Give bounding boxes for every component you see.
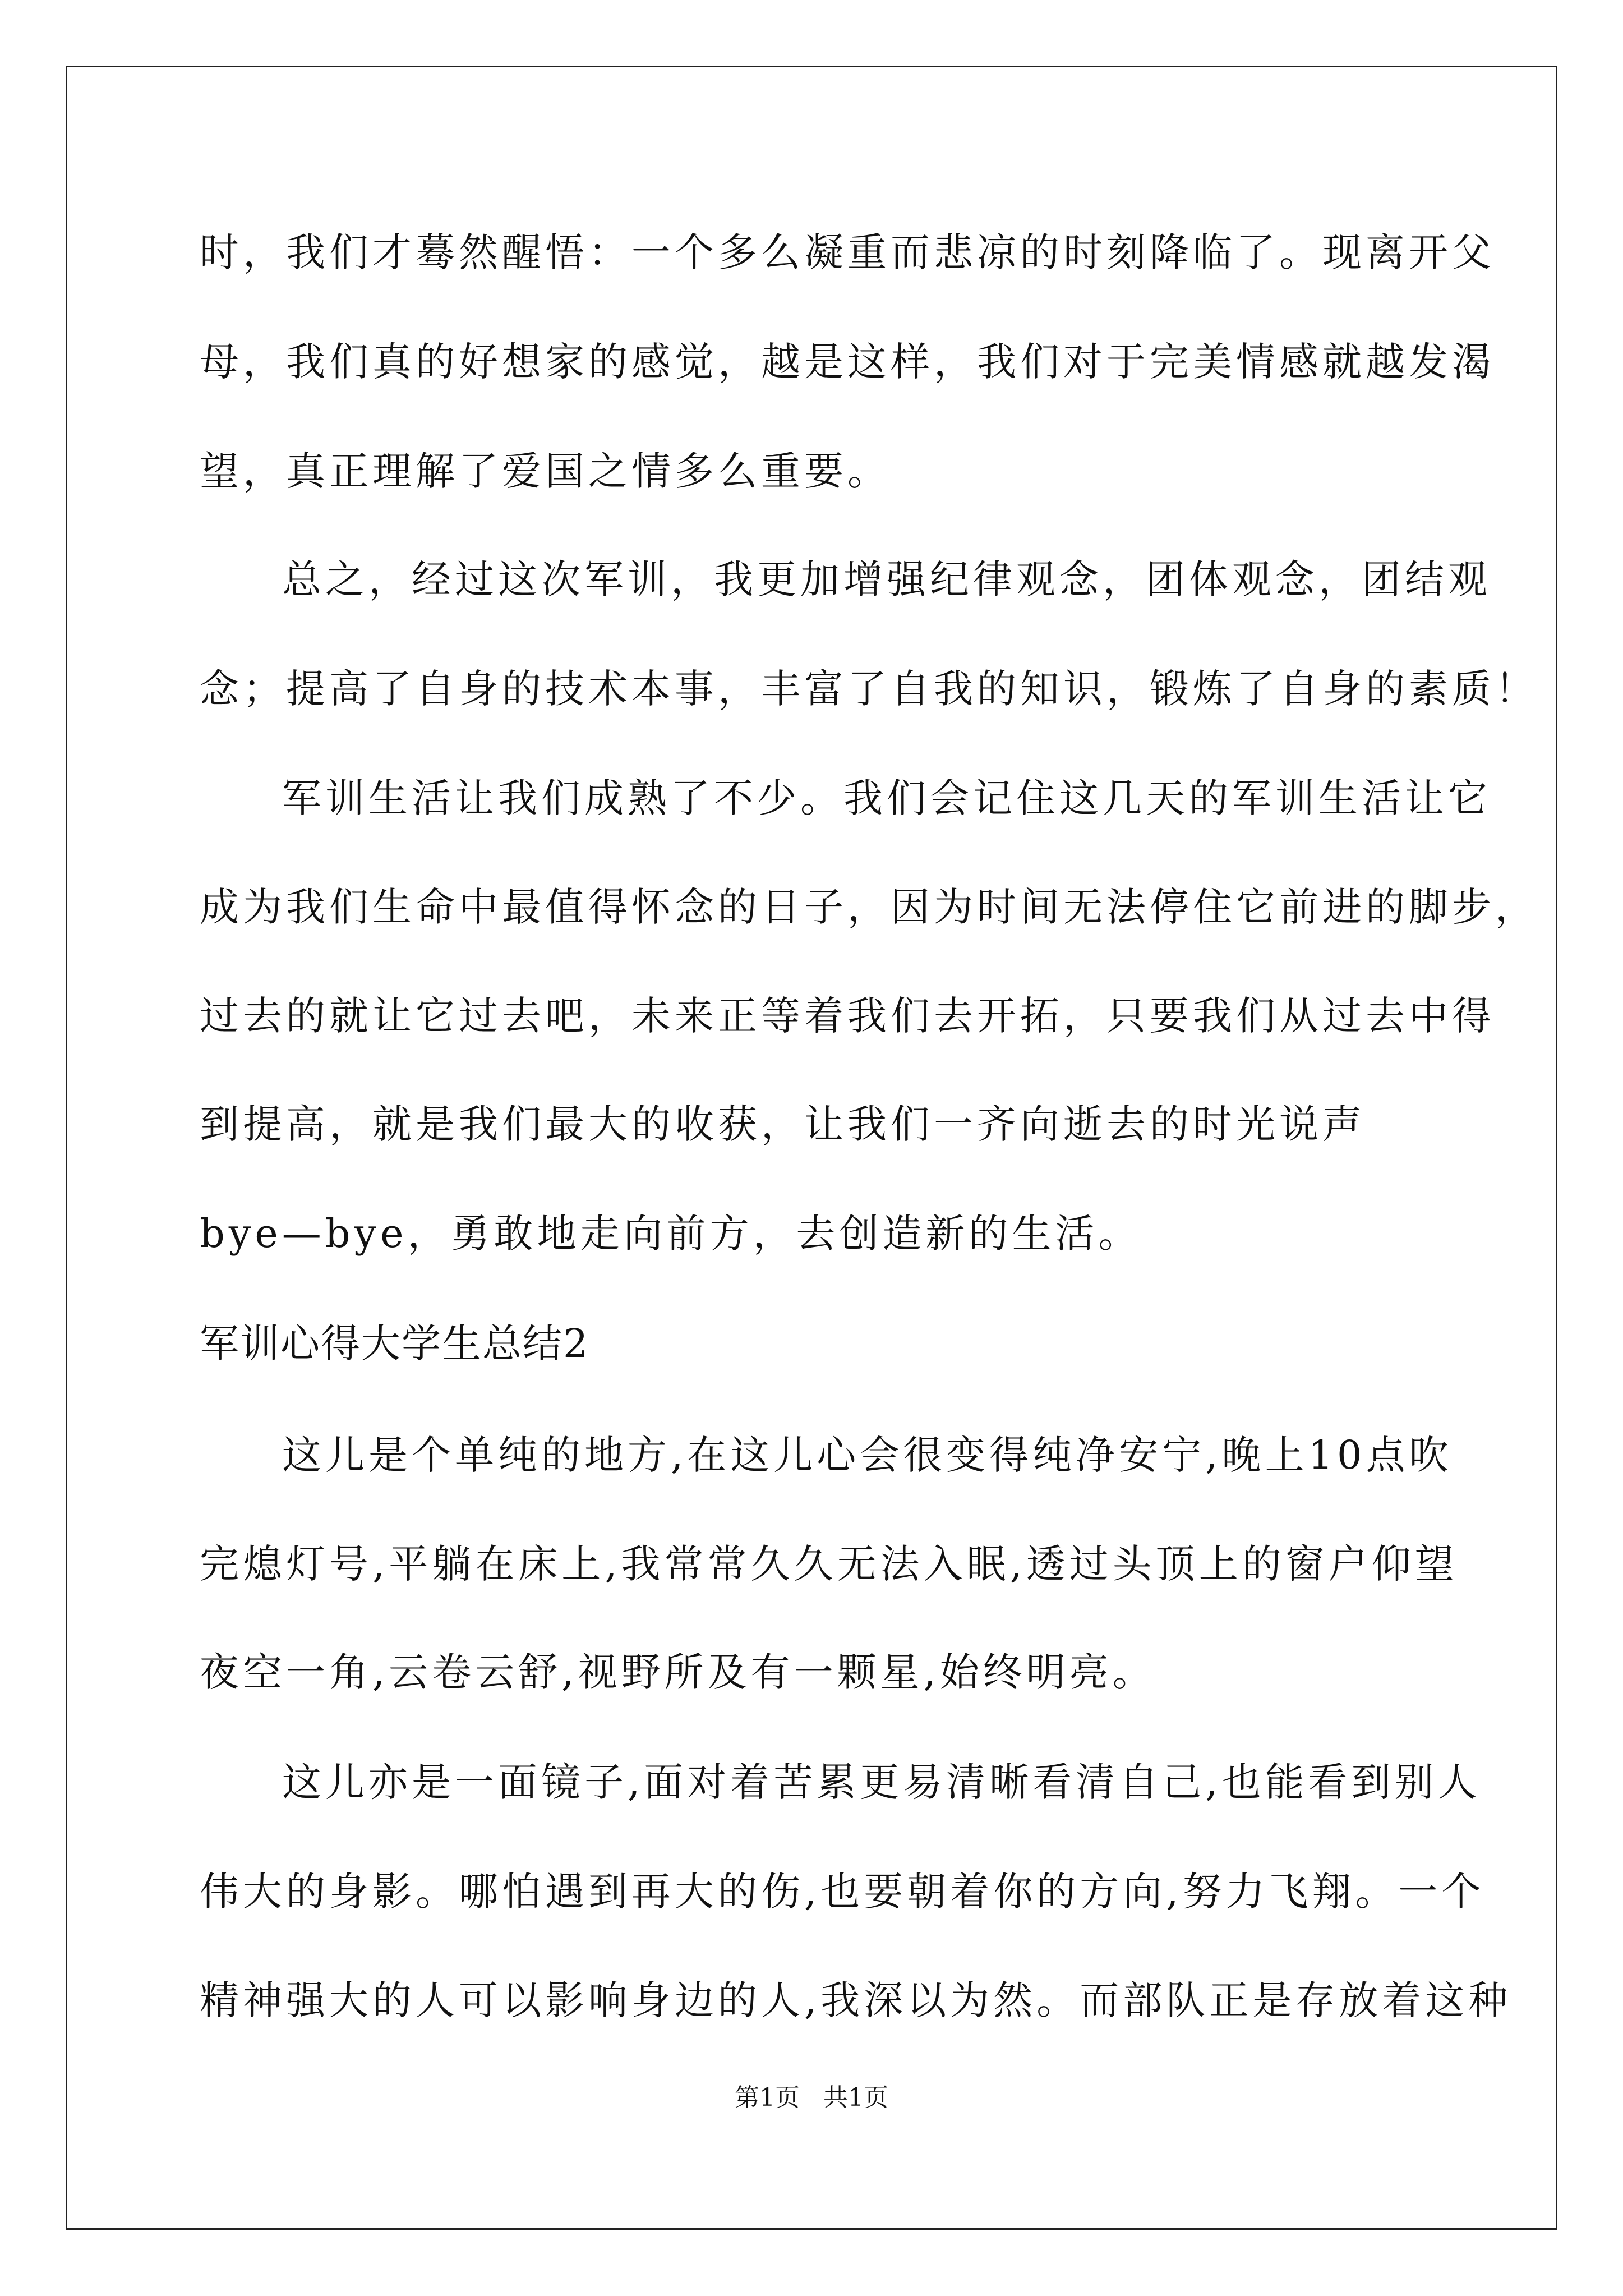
paragraph-start-line: 军训生活让我们成熟了不少。我们会记住这几天的军训生活让它	[282, 775, 1491, 821]
text-line: 伟大的身影。哪怕遇到再大的伤,也要朝着你的方向,努力飞翔。一个	[200, 1869, 1485, 1915]
text-line: 母，我们真的好想家的感觉，越是这样，我们对于完美情感就越发渴	[200, 339, 1495, 385]
text-line: 望，真正理解了爱国之情多么重要。	[200, 448, 891, 494]
page-number-footer: 第1页 共1页	[735, 2083, 888, 2112]
text-line: 过去的就让它过去吧，未来正等着我们去开拓，只要我们从过去中得	[200, 993, 1495, 1039]
text-line: 精神强大的人可以影响身边的人,我深以为然。而部队正是存放着这种	[200, 1977, 1512, 2023]
text-line: 成为我们生命中最值得怀念的日子，因为时间无法停住它前进的脚步，	[200, 884, 1538, 930]
text-line: 夜空一角,云卷云舒,视野所及有一颗星,始终明亮。	[200, 1649, 1156, 1695]
text-line: bye—bye，勇敢地走向前方，去创造新的生活。	[200, 1211, 1142, 1257]
text-line: 到提高，就是我们最大的收获，让我们一齐向逝去的时光说声	[200, 1101, 1366, 1147]
paragraph-start-line: 总之，经过这次军训，我更加增强纪律观念，团体观念，团结观	[282, 556, 1491, 602]
text-line: 时，我们才蓦然醒悟：一个多么凝重而悲凉的时刻降临了。现离开父	[200, 229, 1495, 275]
text-line: 完熄灯号,平躺在床上,我常常久久无法入眠,透过头顶上的窗户仰望	[200, 1541, 1458, 1587]
text-line: 念；提高了自身的技术本事，丰富了自我的知识，锻炼了自身的素质！	[200, 666, 1538, 712]
section-heading: 军训心得大学生总结2	[200, 1320, 589, 1366]
paragraph-start-line: 这儿亦是一面镜子,面对着苦累更易清晰看清自己,也能看到别人	[282, 1759, 1481, 1805]
paragraph-start-line: 这儿是个单纯的地方,在这儿心会很变得纯净安宁,晚上10点吹	[282, 1432, 1453, 1478]
